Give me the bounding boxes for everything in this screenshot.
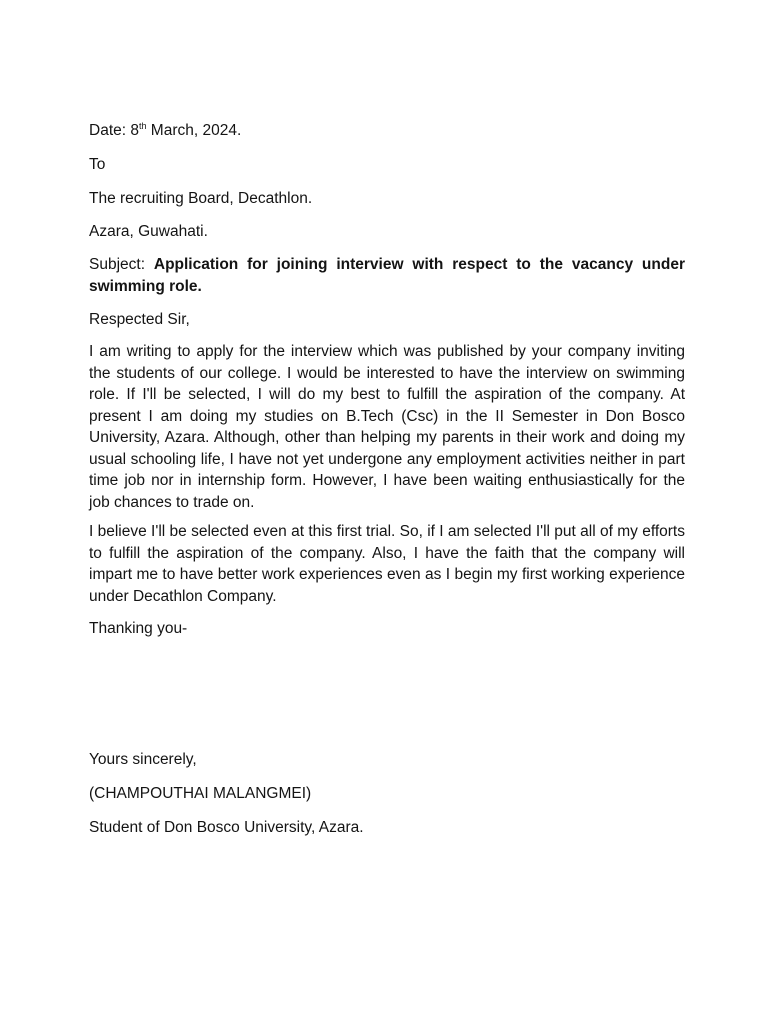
date-month-year: March, 2024. (146, 122, 242, 139)
subject-label: Subject: (89, 256, 154, 273)
letter-date (89, 121, 241, 141)
signature-name: (CHAMPOUTHAI MALANGMEI) (89, 785, 312, 802)
closing: Yours sincerely, (89, 751, 197, 768)
subject-line (89, 254, 685, 297)
signature-title: Student of Don Bosco University, Azara. (89, 819, 364, 836)
salutation: Respected Sir, (89, 311, 190, 328)
date-label: Date: 8 (89, 122, 139, 139)
to-line: To (89, 156, 106, 173)
body-paragraph-2: I believe I'll be selected even at this first trial. So, if I am selected I'll put all of my efforts to fulfill the aspiration of the company. Also, I have the faith that the company will impart me to have better work experiences even as I begin my first working experience under Decathlon Company. (89, 523, 685, 605)
thanks-line: Thanking you- (89, 620, 188, 637)
body-paragraph-1: I am writing to apply for the interview which was published by your company inviting the students of our college. I would be interested to have the interview on swimming role. If I'll be selected, I will do my best to fulfill the aspiration of the company. At present I am doing my studies on B.Tech (Csc) in the II Semester in Don Bosco University, Azara. Although, other than helping my parents in their work and doing my usual schooling life, I have not yet undergone any employment activities neither in part time job nor in internship form. However, I have been waiting enthusiastically for the job chances to trade on. (89, 343, 685, 511)
recipient-line-1: The recruiting Board, Decathlon. (89, 190, 313, 207)
date-ordinal-suffix: th (138, 121, 147, 131)
subject-text: Application for joining interview with respect to the vacancy under swimming role. (89, 256, 685, 295)
recipient-line-2: Azara, Guwahati. (89, 223, 208, 240)
